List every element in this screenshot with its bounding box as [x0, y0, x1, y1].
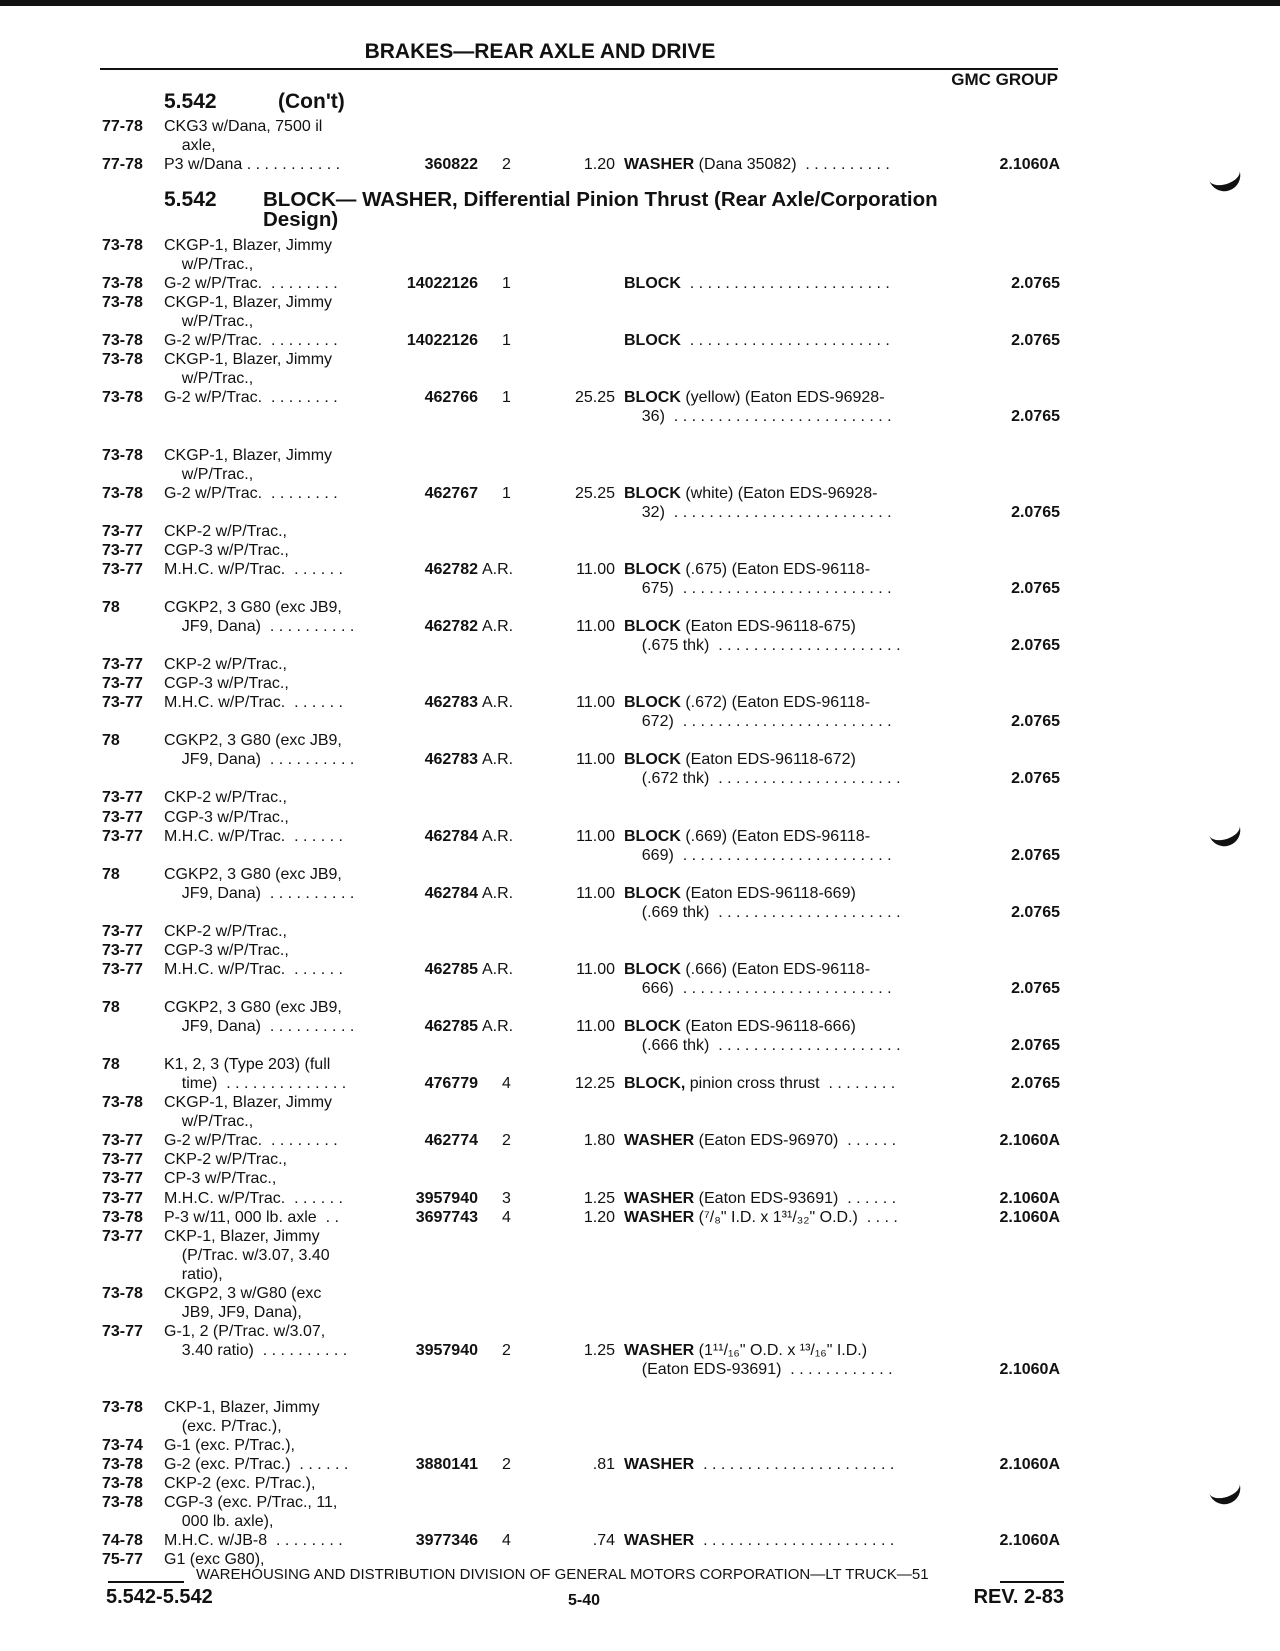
group-number: 2.1060A	[999, 1532, 1060, 1550]
group-number: 2.1060A	[999, 1132, 1060, 1150]
part-description	[624, 1455, 894, 1474]
model-year: 77-78	[102, 118, 143, 135]
group-label: GMC GROUP	[951, 70, 1058, 89]
scan-binder-mark	[1208, 821, 1245, 851]
part-name: BLOCK	[624, 751, 681, 769]
scan-top-border	[0, 0, 1280, 6]
quantity: 4	[502, 1208, 511, 1226]
footer-range: 5.542-5.542	[106, 1586, 213, 1608]
part-detail: 36) . . . . . . . . . . . . . . . . . . . . . . . . .	[624, 408, 892, 426]
quantity-as-required: A.R.	[482, 751, 514, 769]
part-detail: (.669) (Eaton EDS-96118-	[680, 827, 871, 845]
part-detail: . . . . . . . . . . . . . . . . . . . . . .	[694, 1456, 895, 1474]
part-description	[624, 712, 892, 731]
part-description	[624, 827, 870, 846]
part-number: 14022126	[406, 332, 478, 350]
model-application: M.H.C. w/P/Trac. . . . . . .	[164, 1189, 343, 1207]
model-application: CKP-2 w/P/Trac.,	[164, 656, 287, 674]
model-application: CKP-1, Blazer, Jimmy	[164, 1399, 320, 1417]
list-price: 1.20	[583, 1208, 615, 1226]
scan-binder-mark	[1208, 166, 1245, 196]
model-application: w/P/Trac.,	[164, 1113, 254, 1131]
group-number: 2.1060A	[999, 1360, 1060, 1378]
model-application: M.H.C. w/P/Trac. . . . . . .	[164, 960, 343, 978]
model-application: CGKP2, 3 G80 (exc JB9,	[164, 598, 342, 616]
part-description	[624, 1208, 898, 1227]
part-description	[624, 636, 901, 655]
part-name: BLOCK	[624, 560, 681, 578]
model-application: CKGP-1, Blazer, Jimmy	[164, 237, 333, 254]
quantity: 4	[502, 1532, 511, 1550]
section-cont-label: (Con't)	[278, 90, 345, 113]
group-number: 2.0765	[1011, 275, 1060, 293]
part-description	[624, 484, 877, 503]
part-name: BLOCK	[624, 694, 681, 712]
model-application: JF9, Dana) . . . . . . . . . .	[164, 884, 355, 902]
part-detail: 32) . . . . . . . . . . . . . . . . . . . . . . . . .	[624, 503, 892, 521]
model-application: w/P/Trac.,	[164, 256, 254, 274]
model-application: CGKP2, 3 G80 (exc JB9,	[164, 999, 342, 1016]
model-application: P3 w/Dana . . . . . . . . . . .	[164, 156, 341, 173]
model-year: 73-78	[102, 484, 143, 502]
model-year: 73-78	[102, 237, 143, 254]
part-name: BLOCK	[624, 618, 681, 635]
part-name: BLOCK	[624, 389, 681, 407]
model-application: CGKP2, 3 G80 (exc JB9,	[164, 865, 342, 883]
part-name: WASHER	[624, 156, 695, 173]
model-application: M.H.C. w/P/Trac. . . . . . .	[164, 694, 343, 712]
quantity: 3	[502, 1189, 511, 1207]
part-name: WASHER	[624, 1456, 695, 1474]
quantity: 1	[502, 275, 511, 293]
part-detail: (1¹¹/₁₆" O.D. x ¹³/₁₆" I.D.)	[694, 1341, 868, 1359]
model-year: 73-74	[102, 1437, 143, 1455]
group-number: 2.1060A	[999, 156, 1060, 173]
model-year: 73-77	[102, 675, 143, 693]
quantity-as-required: A.R.	[482, 884, 514, 902]
model-application: CKGP2, 3 w/G80 (exc	[164, 1284, 322, 1302]
list-price: 25.25	[574, 389, 615, 407]
model-application: CKGP-1, Blazer, Jimmy	[164, 351, 333, 369]
model-application: CKP-2 w/P/Trac.,	[164, 1151, 287, 1169]
group-number: 2.0765	[1011, 770, 1060, 788]
part-number: 14022126	[406, 275, 478, 293]
part-number: 462785	[424, 960, 478, 978]
model-application: CGP-3 w/P/Trac.,	[164, 675, 289, 693]
model-application: CGP-3 w/P/Trac.,	[164, 941, 289, 959]
quantity: 2	[502, 156, 511, 173]
quantity: 1	[502, 332, 511, 350]
part-description	[624, 1074, 895, 1093]
model-application: (P/Trac. w/3.07, 3.40	[164, 1246, 330, 1264]
part-detail: 672) . . . . . . . . . . . . . . . . . . . . . . . .	[624, 713, 892, 731]
part-number: 462784	[424, 827, 478, 845]
model-year: 78	[102, 865, 120, 883]
model-application: CKGP-1, Blazer, Jimmy	[164, 294, 333, 312]
part-name: WASHER	[624, 1208, 695, 1226]
part-description	[624, 769, 901, 788]
part-name: WASHER	[624, 1132, 695, 1150]
model-year: 73-78	[102, 1094, 143, 1112]
list-price: 11.00	[576, 560, 615, 578]
model-year: 73-78	[102, 1208, 143, 1226]
part-description	[624, 1036, 901, 1055]
model-application: ratio),	[164, 1265, 223, 1283]
model-application: CKP-2 w/P/Trac.,	[164, 522, 287, 540]
model-application: JB9, JF9, Dana),	[164, 1303, 302, 1321]
quantity: 2	[502, 1456, 511, 1474]
model-year: 73-77	[102, 1322, 143, 1340]
section-title: BLOCK— WASHER, Differential Pinion Thrust (Rear Axle/Corporation	[263, 188, 938, 211]
group-number: 2.0765	[1011, 713, 1060, 731]
part-detail: (⁷/₈" I.D. x 1³¹/₃₂" O.D.) . . . .	[694, 1208, 898, 1226]
model-application: CKP-2 w/P/Trac.,	[164, 789, 287, 807]
quantity-as-required: A.R.	[482, 1018, 514, 1036]
part-number: 462785	[424, 1018, 478, 1036]
footer-revision: REV. 2-83	[973, 1586, 1064, 1608]
part-number: 462782	[424, 618, 478, 635]
part-number: 462783	[424, 694, 478, 712]
part-description	[624, 750, 856, 769]
part-description	[624, 331, 890, 350]
header-rule	[100, 68, 1058, 70]
part-name: WASHER	[624, 1341, 695, 1359]
part-description	[624, 693, 870, 712]
quantity-as-required: A.R.	[482, 827, 514, 845]
model-application: CKGP-1, Blazer, Jimmy	[164, 446, 333, 464]
part-description	[624, 560, 870, 579]
part-detail: (.675 thk) . . . . . . . . . . . . . . . . . . . . .	[624, 637, 901, 655]
part-description	[624, 388, 885, 407]
list-price: 11.00	[576, 694, 615, 712]
list-price: 11.00	[576, 827, 615, 845]
section-number: 5.542	[164, 188, 217, 211]
model-application: M.H.C. w/JB-8 . . . . . . . .	[164, 1532, 343, 1550]
model-application: CGP-3 w/P/Trac.,	[164, 808, 289, 826]
model-year: 73-77	[102, 941, 143, 959]
quantity: 1	[502, 484, 511, 502]
model-application: CKG3 w/Dana, 7500 il	[164, 118, 323, 135]
part-detail: . . . . . . . . . . . . . . . . . . . . . .	[694, 1532, 895, 1550]
model-year: 73-77	[102, 808, 143, 826]
part-detail: (.672 thk) . . . . . . . . . . . . . . . . . . . . .	[624, 770, 901, 788]
part-detail: (white) (Eaton EDS-96928-	[680, 484, 878, 502]
model-year: 73-77	[102, 789, 143, 807]
scan-binder-mark	[1208, 1479, 1245, 1509]
quantity: 2	[502, 1132, 511, 1150]
part-number: 462774	[424, 1132, 478, 1150]
part-description	[624, 274, 890, 293]
quantity-as-required: A.R.	[482, 618, 514, 635]
part-description	[624, 960, 870, 979]
model-application: CP-3 w/P/Trac.,	[164, 1170, 277, 1188]
model-year: 73-78	[102, 389, 143, 407]
group-number: 2.0765	[1011, 579, 1060, 597]
part-number: 3977346	[415, 1532, 478, 1550]
list-price: 11.00	[576, 751, 615, 769]
model-application: w/P/Trac.,	[164, 465, 254, 483]
model-application: CKP-2 w/P/Trac.,	[164, 922, 287, 940]
footer-rule-right	[1000, 1581, 1064, 1583]
group-number: 2.0765	[1011, 503, 1060, 521]
model-year: 73-77	[102, 1227, 143, 1245]
list-price: 1.80	[583, 1132, 615, 1150]
part-number: 476779	[424, 1075, 478, 1093]
part-detail: (Eaton EDS-96118-669)	[680, 884, 856, 902]
model-year: 73-77	[102, 960, 143, 978]
group-number: 2.0765	[1011, 1037, 1060, 1055]
part-number: 3697743	[415, 1208, 478, 1226]
part-description	[624, 884, 856, 903]
list-price: 25.25	[574, 484, 615, 502]
model-application: w/P/Trac.,	[164, 313, 254, 331]
part-number: 462767	[424, 484, 478, 502]
model-year: 73-78	[102, 1475, 143, 1493]
model-application: G-1 (exc. P/Trac.),	[164, 1437, 295, 1455]
section-title-cont: Design)	[263, 208, 339, 231]
part-number: 3957940	[415, 1189, 478, 1207]
part-detail: . . . . . . . . . . . . . . . . . . . . . . .	[680, 275, 890, 293]
model-application: w/P/Trac.,	[164, 370, 254, 388]
part-detail: (Dana 35082) . . . . . . . . . .	[694, 156, 890, 173]
model-year: 73-78	[102, 446, 143, 464]
model-year: 73-77	[102, 922, 143, 940]
model-year: 73-77	[102, 656, 143, 674]
part-description	[624, 1017, 856, 1036]
part-name: BLOCK	[624, 275, 681, 293]
part-description	[624, 979, 892, 998]
part-description	[624, 903, 901, 922]
model-year: 73-78	[102, 1399, 143, 1417]
model-year: 73-78	[102, 332, 143, 350]
model-application: CKP-2 (exc. P/Trac.),	[164, 1475, 316, 1493]
model-application: time) . . . . . . . . . . . . . .	[164, 1075, 347, 1093]
model-year: 73-77	[102, 1170, 143, 1188]
part-number: 462782	[424, 560, 478, 578]
model-year: 73-77	[102, 522, 143, 540]
part-description	[624, 1531, 894, 1550]
part-number: 462783	[424, 751, 478, 769]
part-detail: (Eaton EDS-96118-675)	[680, 618, 856, 635]
part-description	[624, 1360, 893, 1379]
part-detail: 666) . . . . . . . . . . . . . . . . . . . . . . . .	[624, 979, 892, 997]
part-description	[624, 503, 892, 522]
group-number: 2.0765	[1011, 1075, 1060, 1093]
quantity-as-required: A.R.	[482, 960, 514, 978]
part-description	[624, 617, 856, 636]
part-detail: (Eaton EDS-96970) . . . . . .	[694, 1132, 897, 1150]
model-year: 77-78	[102, 156, 143, 173]
model-application: M.H.C. w/P/Trac. . . . . . .	[164, 827, 343, 845]
model-year: 78	[102, 732, 120, 750]
part-number: 462766	[424, 389, 478, 407]
model-application: M.H.C. w/P/Trac. . . . . . .	[164, 560, 343, 578]
part-name: BLOCK	[624, 884, 681, 902]
part-name: BLOCK	[624, 332, 681, 350]
model-application: axle,	[164, 137, 216, 154]
part-detail: (.666) (Eaton EDS-96118-	[680, 960, 871, 978]
model-application: G-2 w/P/Trac. . . . . . . . .	[164, 332, 338, 350]
part-detail: pinion cross thrust . . . . . . . .	[685, 1075, 896, 1093]
quantity: 4	[502, 1075, 511, 1093]
group-number: 2.0765	[1011, 332, 1060, 350]
part-detail: (yellow) (Eaton EDS-96928-	[680, 389, 885, 407]
part-name: BLOCK,	[624, 1075, 686, 1093]
model-application: G-2 w/P/Trac. . . . . . . . .	[164, 389, 338, 407]
model-application: JF9, Dana) . . . . . . . . . .	[164, 751, 355, 769]
part-number: 3957940	[415, 1341, 478, 1359]
part-name: BLOCK	[624, 484, 681, 502]
model-application: JF9, Dana) . . . . . . . . . .	[164, 618, 355, 635]
part-number: 360822	[424, 156, 478, 173]
model-application: G-2 w/P/Trac. . . . . . . . .	[164, 484, 338, 502]
part-detail: (.666 thk) . . . . . . . . . . . . . . . . . . . . .	[624, 1037, 901, 1055]
model-year: 73-78	[102, 1456, 143, 1474]
model-year: 73-78	[102, 351, 143, 369]
quantity-as-required: A.R.	[482, 694, 514, 712]
group-number: 2.1060A	[999, 1189, 1060, 1207]
list-price: .74	[592, 1532, 615, 1550]
group-number: 2.0765	[1011, 408, 1060, 426]
part-detail: (Eaton EDS-93691) . . . . . . . . . . . .	[624, 1360, 893, 1378]
model-application: CGP-3 w/P/Trac.,	[164, 541, 289, 559]
list-price: 1.25	[583, 1341, 615, 1359]
model-application: K1, 2, 3 (Type 203) (full	[164, 1056, 331, 1074]
list-price: 11.00	[576, 1018, 615, 1036]
part-detail: 669) . . . . . . . . . . . . . . . . . . . . . . . .	[624, 846, 892, 864]
quantity: 1	[502, 389, 511, 407]
model-application: CKGP-1, Blazer, Jimmy	[164, 1094, 333, 1112]
model-year: 73-77	[102, 1132, 143, 1150]
model-application: (exc. P/Trac.),	[164, 1418, 282, 1436]
group-number: 2.1060A	[999, 1456, 1060, 1474]
part-detail: (Eaton EDS-93691) . . . . . .	[694, 1189, 897, 1207]
model-application: G-2 (exc. P/Trac.) . . . . . .	[164, 1456, 349, 1474]
list-price: 11.00	[576, 884, 615, 902]
part-description	[624, 846, 892, 865]
list-price: 11.00	[576, 960, 615, 978]
part-description	[624, 155, 890, 174]
part-detail: (.669 thk) . . . . . . . . . . . . . . . . . . . . .	[624, 903, 901, 921]
model-year: 73-77	[102, 694, 143, 712]
list-price: .81	[592, 1456, 615, 1474]
model-application: P-3 w/11, 000 lb. axle . .	[164, 1208, 339, 1226]
part-name: BLOCK	[624, 1018, 681, 1036]
model-application: G-2 w/P/Trac. . . . . . . . .	[164, 275, 338, 293]
model-year: 74-78	[102, 1532, 143, 1550]
part-description	[624, 1131, 896, 1150]
model-application: 3.40 ratio) . . . . . . . . . .	[164, 1341, 348, 1359]
part-number: 462784	[424, 884, 478, 902]
part-name: BLOCK	[624, 960, 681, 978]
model-application: CGP-3 (exc. P/Trac., 11,	[164, 1494, 338, 1512]
model-year: 73-77	[102, 827, 143, 845]
quantity-as-required: A.R.	[482, 560, 514, 578]
part-name: WASHER	[624, 1532, 695, 1550]
list-price: 12.25	[574, 1075, 615, 1093]
model-application: CGKP2, 3 G80 (exc JB9,	[164, 732, 342, 750]
model-year: 73-77	[102, 1151, 143, 1169]
part-description	[624, 407, 892, 426]
group-number: 2.0765	[1011, 846, 1060, 864]
model-application: G-2 w/P/Trac. . . . . . . . .	[164, 1132, 338, 1150]
model-year: 73-78	[102, 275, 143, 293]
footer-rule-left	[108, 1581, 184, 1583]
model-application: G1 (exc G80),	[164, 1551, 265, 1569]
part-description	[624, 579, 892, 598]
model-year: 75-77	[102, 1551, 143, 1569]
page-number: 5-40	[568, 1592, 601, 1609]
model-application: JF9, Dana) . . . . . . . . . .	[164, 1018, 355, 1036]
model-year: 73-78	[102, 1284, 143, 1302]
model-year: 78	[102, 999, 120, 1016]
section-cont-number: 5.542	[164, 90, 217, 113]
group-number: 2.0765	[1011, 903, 1060, 921]
part-description	[624, 1189, 896, 1208]
model-year: 73-77	[102, 1189, 143, 1207]
group-number: 2.0765	[1011, 979, 1060, 997]
group-number: 2.1060A	[999, 1208, 1060, 1226]
quantity: 2	[502, 1341, 511, 1359]
part-detail: (.672) (Eaton EDS-96118-	[680, 694, 871, 712]
part-name: BLOCK	[624, 827, 681, 845]
model-application: CKP-1, Blazer, Jimmy	[164, 1227, 320, 1245]
model-application: 000 lb. axle),	[164, 1513, 274, 1531]
model-year: 73-78	[102, 294, 143, 312]
list-price: 1.25	[583, 1189, 615, 1207]
part-detail: (Eaton EDS-96118-672)	[680, 751, 856, 769]
part-detail: 675) . . . . . . . . . . . . . . . . . . . . . . . .	[624, 579, 892, 597]
part-description	[624, 1341, 867, 1360]
model-year: 78	[102, 1056, 120, 1074]
model-year: 73-77	[102, 560, 143, 578]
group-number: 2.0765	[1011, 637, 1060, 655]
part-detail: (.675) (Eaton EDS-96118-	[680, 560, 871, 578]
model-year: 73-77	[102, 541, 143, 559]
model-year: 73-78	[102, 1494, 143, 1512]
part-name: WASHER	[624, 1189, 695, 1207]
part-detail: (Eaton EDS-96118-666)	[680, 1018, 856, 1036]
model-application: G-1, 2 (P/Trac. w/3.07,	[164, 1322, 326, 1340]
model-year: 78	[102, 598, 120, 616]
list-price: 11.00	[576, 618, 615, 635]
part-detail: . . . . . . . . . . . . . . . . . . . . . . .	[680, 332, 890, 350]
part-number: 3880141	[415, 1456, 478, 1474]
list-price: 1.20	[583, 156, 615, 173]
page-title: BRAKES—REAR AXLE AND DRIVE	[364, 40, 716, 63]
footer-division: WAREHOUSING AND DISTRIBUTION DIVISION OF GENERAL MOTORS CORPORATION—LT TRUCK—51	[196, 1566, 929, 1583]
